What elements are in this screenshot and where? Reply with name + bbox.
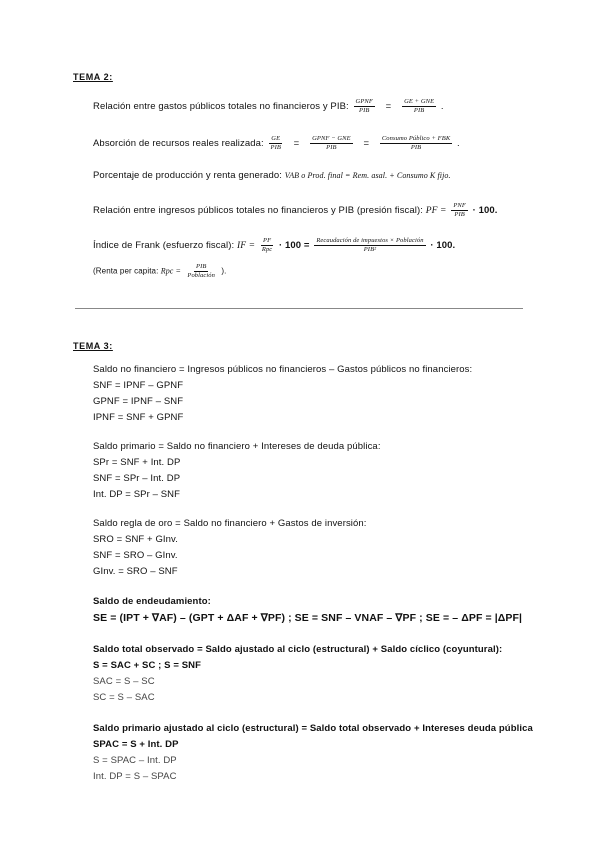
formula-line: S = SPAC – Int. DP (93, 755, 177, 766)
formula-produccion: Porcentaje de producción y renta generado: VAB o Prod. final = Rem. asal. + Consumo K fijo. (93, 170, 451, 181)
tema3-heading: TEMA 3: (73, 341, 113, 351)
saldo-no-financiero-def: Saldo no financiero = Ingresos públicos no financieros – Gastos públicos no financieros: (93, 364, 473, 375)
formula-renta-per-capita: (Renta per capita: Rpc = $\frac{\text{PIB}}{\text{Población}}$ ). (93, 263, 227, 279)
formula-line: SPAC = S + Int. DP (93, 739, 179, 750)
formula-line: SNF = SPr – Int. DP (93, 473, 181, 484)
formula-line: Int. DP = S – SPAC (93, 771, 177, 782)
section-divider (75, 308, 523, 309)
formula-line: SPr = SNF + Int. DP (93, 457, 181, 468)
formula-line: IPNF = SNF + GPNF (93, 412, 184, 423)
tema2-heading: TEMA 2: (73, 72, 113, 82)
formula-line: SNF = SRO – GInv. (93, 550, 178, 561)
saldo-total-def: Saldo total observado = Saldo ajustado al ciclo (estructural) + Saldo cíclico (coyuntural): (93, 644, 503, 655)
saldo-primario-ajustado-def: Saldo primario ajustado al ciclo (estructural) = Saldo total observado + Intereses deuda pública (93, 723, 533, 734)
saldo-regla-oro-def: Saldo regla de oro = Saldo no financiero + Gastos de inversión: (93, 518, 367, 529)
formula-line-endeudamiento: SE = (IPT + ∇AF) – (GPT + ΔAF + ∇PF) ; SE = SNF – VNAF – ∇PF ; SE = – ΔPF = |ΔPF| (93, 612, 523, 624)
formula-presion-fiscal: Relación entre ingresos públicos totales no financieros y PIB (presión fiscal): PF = $\frac{\text{PNF}}{\text{PIB}}$ · 100. (93, 202, 498, 218)
formula-gasto-pib: Relación entre gastos públicos totales no financieros y PIB: $\frac{\text{GPNF}}{\text{PIB}}$ = $\frac{\text{GE + GNE}}{\text{PIB}}$ . (93, 98, 444, 114)
formula-line: SAC = S – SC (93, 676, 155, 687)
formula-line: SNF = IPNF – GPNF (93, 380, 184, 391)
formula-line: S = SAC + SC ; S = SNF (93, 660, 202, 671)
formula-indice-frank: Índice de Frank (esfuerzo fiscal): IF = $\frac{PF}{\text{Rpc}}$ · 100 = $\frac{\text{Recaudación de impuestos × Población}}{\text{PIB²}}$ · 100. (93, 237, 456, 253)
formula-line: SRO = SNF + GInv. (93, 534, 178, 545)
formula-line: SC = S – SAC (93, 692, 155, 703)
formula-line: GPNF = IPNF – SNF (93, 396, 184, 407)
formula-absorcion: Absorción de recursos reales realizada: $\frac{GE}{\text{PIB}}$ = $\frac{\text{GPNF − GNE}}{\text{PIB}}$ = $\frac{\text{Consumo Público + FBK}}{\text{PIB}}$ . (93, 135, 460, 151)
saldo-primario-def: Saldo primario = Saldo no financiero + Intereses de deuda pública: (93, 441, 381, 452)
formula-line: GInv. = SRO – SNF (93, 566, 178, 577)
saldo-endeudamiento-def: Saldo de endeudamiento: (93, 596, 211, 607)
formula-line: Int. DP = SPr – SNF (93, 489, 180, 500)
